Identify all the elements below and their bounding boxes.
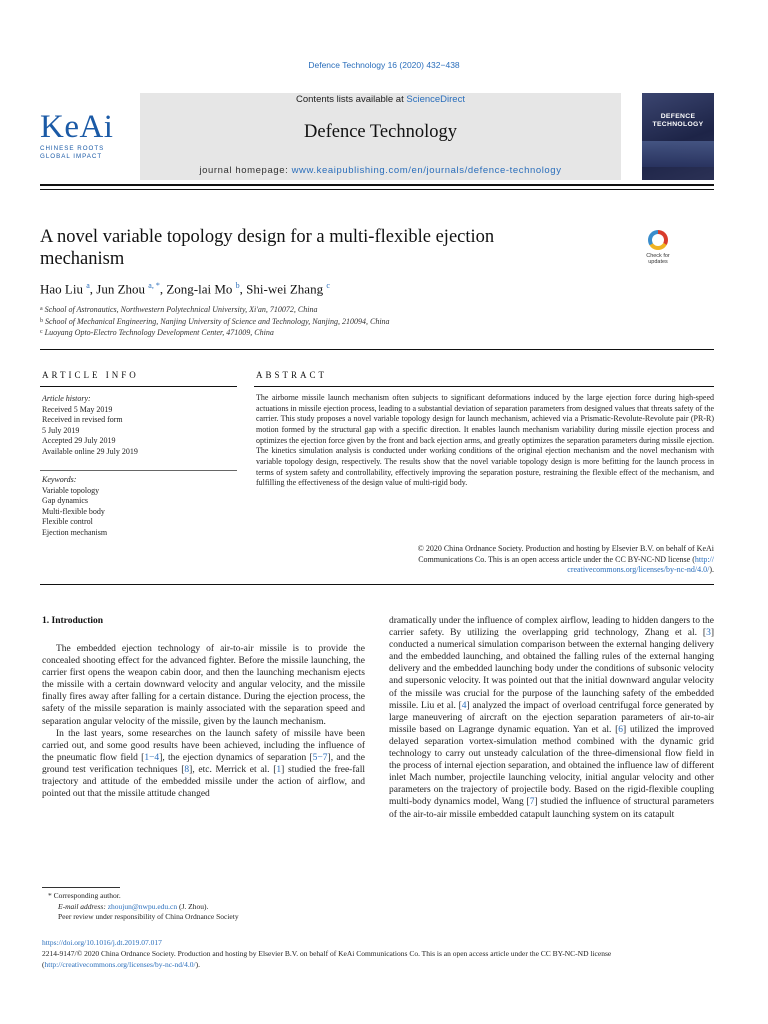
author-affiliation-marker[interactable]: a, * <box>148 281 160 290</box>
keai-logo <box>40 109 130 161</box>
affiliation-label: a <box>40 306 43 312</box>
citation-link[interactable]: 1 <box>276 764 282 775</box>
paragraph-text: ] conducted a numerical simulation comparison between the external hanging delivery and the embedded launching, and obtained the falling rules of the external hanging delivery and the embedded launching body under the conditions of subsonic velocity and supersonic velocity. It was pointed out that the initial downward angular velocity of the missile was crucial for the purpose of the launching safety of the embedded missile. Liu et al. [ <box>389 628 714 711</box>
history-item: 5 July 2019 <box>42 425 80 435</box>
keywords-divider <box>40 470 237 471</box>
footer-license-link[interactable]: http://creativecommons.org/licenses/by-nc-nd/4.0/ <box>44 959 196 969</box>
copyright-line3 <box>256 565 714 576</box>
author-name: Shi-wei Zhang <box>246 281 324 297</box>
crossmark-button[interactable] <box>640 228 676 268</box>
keyword-item: Ejection mechanism <box>42 527 108 537</box>
author-name: Jun Zhou <box>96 281 146 297</box>
article-info-heading: ARTICLE INFO <box>42 370 139 380</box>
title-block-divider <box>40 349 714 350</box>
author-list: Hao Liu $^a$, Jun Zhou $^{a, *}$, Zong-lai Mo $^b$, Shi-wei Zhang $^c$ <box>40 281 330 297</box>
paragraph-text: dramatically under the influence of complex airflow, leading to hidden dangers to the carrier safety. By utilizing the overlapping grid technology, Zhang et al. [ <box>389 616 714 639</box>
keyword-item: Gap dynamics <box>42 496 88 505</box>
affiliation-text: School of Astronautics, Northwestern Polytechnical University, Xi'an, 710072, China <box>44 305 318 314</box>
paragraph-text: ] studied the free-fall trajectory and attitude of the embedded missile under the action of airflow, and pointed out that the missile attitude changed <box>42 764 365 800</box>
citation-link[interactable]: 3 <box>706 628 711 639</box>
abstract-bottom-divider <box>40 584 714 585</box>
article-history-label: Article history: <box>42 394 91 403</box>
section-heading-introduction: 1. Introduction <box>42 616 104 626</box>
cover-title-line1: DEFENCE <box>660 113 696 120</box>
paragraph-text: ], the ejection dynamics of separation [ <box>159 752 313 763</box>
body-column-left <box>42 643 365 800</box>
paragraph <box>42 728 365 801</box>
keywords-label: Keywords: <box>42 475 77 484</box>
paragraph-text: ], and the ground test verification techniques [ <box>42 752 365 775</box>
body-column-right <box>389 615 714 821</box>
keai-tagline-line1: CHINESE ROOTS <box>40 145 105 152</box>
footer-license-text: 2214-9147/© 2020 China Ordnance Society. Production and hosting by Elsevier B.V. on behalf of KeAi Communications Co. This is an open access article under the CC BY-NC-ND license ( <box>42 949 612 969</box>
paragraph <box>389 615 714 821</box>
email-link[interactable]: zhoujun@nwpu.edu.cn <box>107 901 178 911</box>
keyword-item: Multi-flexible body <box>42 506 105 516</box>
copyright-end: ). <box>709 565 714 575</box>
citation-link[interactable]: 8 <box>184 764 190 775</box>
abstract-heading: ABSTRACT <box>256 370 328 380</box>
author-affiliation-marker[interactable]: b <box>235 281 240 290</box>
citation-link[interactable]: 5−7 <box>312 752 328 763</box>
keai-logo-tagline <box>40 145 130 161</box>
article-info-divider <box>40 386 237 387</box>
contents-prefix: Contents lists available at <box>296 94 407 105</box>
header-divider-thick <box>40 184 714 186</box>
copyright-line1: © 2020 China Ordnance Society. Production and hosting by Elsevier B.V. on behalf of KeAi <box>417 544 714 553</box>
crossmark-label <box>640 253 676 265</box>
article-title-line2: mechanism <box>40 249 125 269</box>
affiliation-item <box>40 316 390 328</box>
email-suffix: (J. Zhou). <box>177 901 209 911</box>
journal-title: Defence Technology <box>304 122 457 142</box>
keai-tagline-line2: GLOBAL IMPACT <box>40 153 103 160</box>
author-name: Hao Liu <box>40 281 83 297</box>
affiliation-text: School of Mechanical Engineering, Nanjing University of Science and Technology, Nanjing, 210094, China <box>45 316 390 326</box>
affiliations <box>40 304 390 339</box>
paragraph-text: ] utilized the improved delayed separation vortex-simulation method combined with the dynamic grid technology to carry out unsteady calculation of the three-dimensional flow field in the process of internal ejection separation, and obtained the influence law of different inlet Mach number, projectile launching velocity, initial angular velocity and other parameters on the trajectory of projectile body. Based on the rigid-flexible coupling multi-body dynamics model, Wang [ <box>389 724 714 808</box>
footnote-divider <box>42 887 120 888</box>
article-history <box>42 394 138 457</box>
copyright-line2-text: Communications Co. This is an open access article under the CC BY-NC-ND license ( <box>418 554 695 564</box>
cover-decoration <box>642 141 714 167</box>
journal-cover-image[interactable] <box>642 93 714 180</box>
copyright-line2 <box>256 555 714 566</box>
history-item: Accepted 29 July 2019 <box>42 436 116 445</box>
crossmark-icon-center <box>652 234 664 246</box>
cover-title <box>642 113 714 129</box>
peer-review-note: Peer review under responsibility of China Ordnance Society <box>58 912 239 921</box>
crossmark-label-line1: Check for <box>646 253 670 259</box>
footnotes <box>42 891 239 923</box>
author-name: Zong-lai Mo <box>166 281 233 297</box>
keyword-item: Flexible control <box>42 517 93 526</box>
affiliation-label: c <box>40 329 43 335</box>
history-item: Received 5 May 2019 <box>42 404 113 414</box>
citation-link[interactable]: 7 <box>529 797 535 808</box>
email-label: E-mail address: <box>58 901 108 911</box>
license-link[interactable]: http:// <box>694 554 714 564</box>
crossmark-label-line2: updates <box>648 259 668 265</box>
footer-license-end: ). <box>195 959 200 969</box>
sciencedirect-link[interactable]: ScienceDirect <box>406 94 465 105</box>
paragraph-text: ], etc. Merrick et al. [ <box>189 764 277 775</box>
keywords <box>42 475 107 538</box>
contents-available-line <box>140 94 621 105</box>
cover-title-line2: TECHNOLOGY <box>652 121 704 128</box>
paragraph-text: ] studied the influence of structural parameters of the air-to-air missile embedded catapult launching system on its catapult <box>389 797 715 820</box>
footer-license <box>42 949 716 970</box>
abstract-divider <box>254 386 714 387</box>
affiliation-label: b <box>40 317 43 324</box>
citation-link[interactable]: 1−4 <box>144 752 160 763</box>
citation-link[interactable]: 4 <box>461 700 467 711</box>
article-title <box>40 226 600 270</box>
paragraph-text: ] analyzed the impact of overload centrifugal force generated by large maneuvering of aircraft on the ejection separation parameters of air-to-air missile based on Lagrange dynamic equation. Yan et al. [ <box>389 700 714 735</box>
abstract-copyright <box>256 544 714 576</box>
abstract-text: The airborne missile launch mechanism often subjects to significant deformations induced by the large ejection force during high-speed actuations in missile ejection process, leading to a substantial deviation of separation parameters from designed values that threats safety of the carrier. This study proposes a novel variable topology design for launch mechanism, achieved via a Prismatic-Revolute-Revolute pair (PR-R) motion formed by the structural gap with a specific direction. It enables launch mechanism variability during missile ejection process and optimizes the ejection force given by the front and back ejection arms, and greatly optimizes the separation parameters during missile ejection. The kinetics simulation analysis is conducted under working conditions of the original ejection mechanism and the novel mechanism with variable topology design, respectively. The results show that the novel variable topology design is more befitting for the launch process in terms of system safety and controllability, effectively improving the separation posture, restraining the flexible effect of the mechanism, and fulfilling the effectiveness of the design value of multi-rigid body. <box>256 393 714 488</box>
journal-homepage-link[interactable]: www.keaipublishing.com/en/journals/defence-technology <box>291 165 562 176</box>
affiliation-item <box>40 304 390 316</box>
journal-reference[interactable]: Defence Technology 16 (2020) 432−438 <box>308 60 460 70</box>
keyword-item: Variable topology <box>42 485 100 495</box>
header-divider-thin <box>40 189 714 190</box>
history-item: Available online 29 July 2019 <box>42 446 138 456</box>
paragraph-text: In the last years, some researches on the launch safety of missile have been carried out, and some good results have been achieved, including the influence of the pneumatic flow field [ <box>42 728 365 763</box>
article-title-line1: A novel variable topology design for a multi-flexible ejection <box>40 227 495 247</box>
journal-homepage-line <box>140 165 621 176</box>
author-affiliation-marker[interactable]: a <box>86 281 90 290</box>
doi-link[interactable]: https://doi.org/10.1016/j.dt.2019.07.017 <box>42 938 162 947</box>
email-note <box>42 902 239 913</box>
license-link-continued[interactable]: creativecommons.org/licenses/by-nc-nd/4.0/ <box>567 565 710 575</box>
affiliation-text: Luoyang Opto-Electro Technology Development Center, 471009, China <box>44 328 274 337</box>
author-affiliation-marker[interactable]: c <box>326 281 330 290</box>
keai-logo-wordmark: KeAi <box>40 109 114 145</box>
citation-link[interactable]: 6 <box>618 724 624 735</box>
affiliation-item <box>40 327 390 339</box>
history-item: Received in revised form <box>42 415 123 424</box>
homepage-prefix: journal homepage: <box>199 165 292 176</box>
corresponding-author-note: * Corresponding author. <box>48 891 121 900</box>
paragraph: The embedded ejection technology of air-to-air missile is to provide the concealed shooting effect for the advanced fighter. Before the missile launching, the carrier first opens the weapon cabin door, and then the launching mechanism ejects the missile with a certain downward velocity and angular velocity, and the missile finally fires away after falling for a certain distance. During the ejection process, the safety of the missile separation is mainly associated with the separation speed and separation angular velocity of the missile, given by the launch mechanism. <box>42 644 365 727</box>
